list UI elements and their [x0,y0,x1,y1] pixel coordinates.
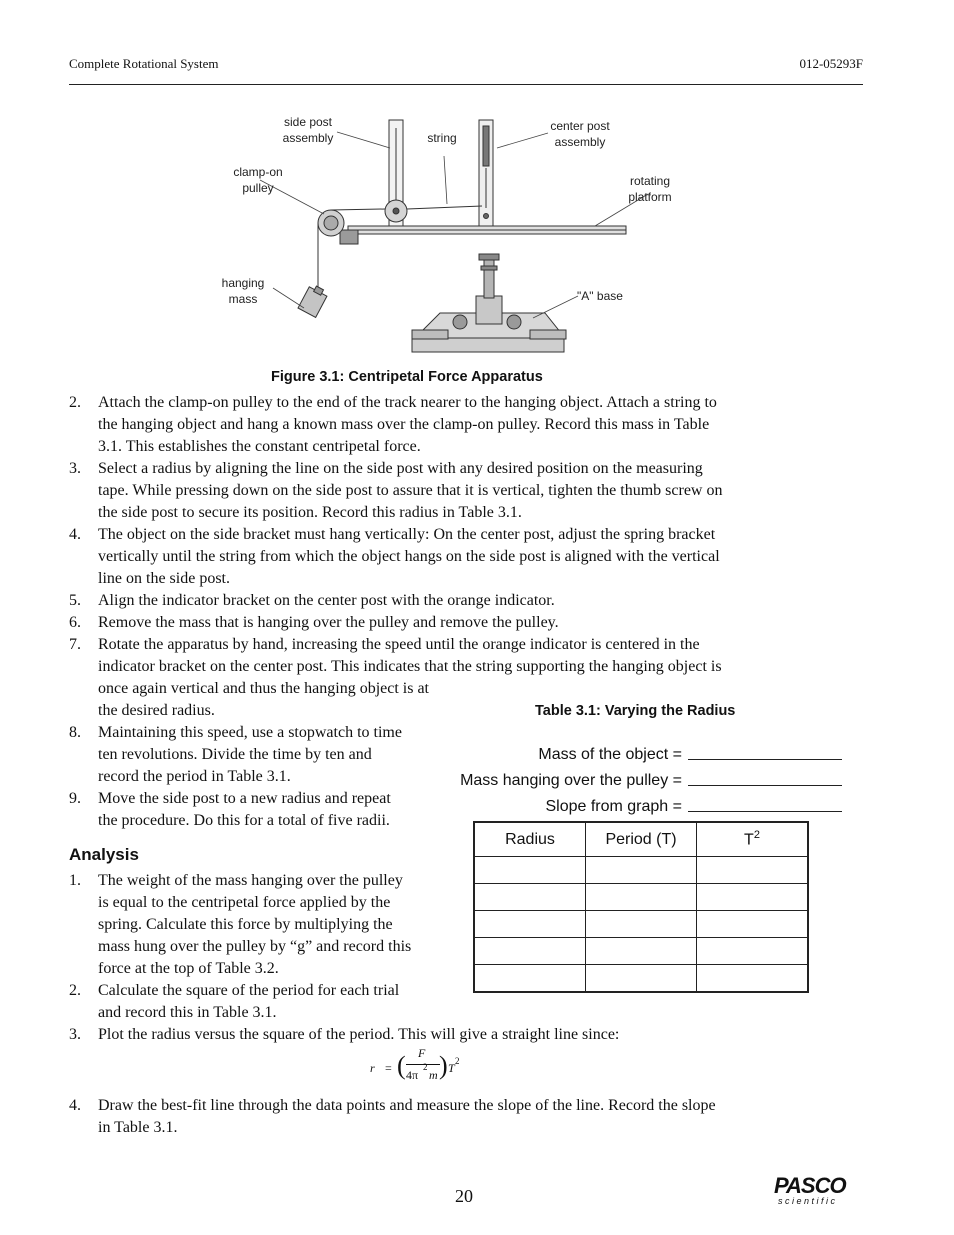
pasco-logo [774,1174,864,1210]
table-cell[interactable] [586,938,697,965]
item-number: 6. [69,614,81,631]
item-line: Maintaining this speed, use a stopwatch to time [98,724,402,741]
formula-paren-left: ( [397,1051,406,1080]
label-rotating-platform-line2: platform [628,190,672,204]
label-clamp-pulley-line2: pulley [242,181,274,195]
analysis-list-continued [69,1095,769,1139]
item-line: the procedure. Do this for a total of five radii. [98,812,390,829]
label-center-post-line1: center post [550,119,610,133]
section-heading-analysis: Analysis [69,845,139,864]
item-line: force at the top of Table 3.2. [98,960,279,977]
item-line: and record this in Table 3.1. [98,1004,277,1021]
list-item [69,392,769,458]
formula-r-equals [370,1046,470,1086]
table-row [474,911,808,938]
item-line: ten revolutions. Divide the time by ten and [98,746,372,763]
item-number: 4. [69,1097,81,1114]
table-row [474,857,808,884]
table-title: Table 3.1: Varying the Radius [535,703,736,719]
item-line: spring. Calculate this force by multiplying the [98,916,393,933]
label-side-post [268,114,348,146]
table-cell[interactable] [474,911,586,938]
item-line: record the period in Table 3.1. [98,768,291,785]
figure-caption: Figure 3.1: Centripetal Force Apparatus [271,369,543,385]
table-row [474,938,808,965]
label-side-post-line2: assembly [282,131,334,145]
formula-lhs: r [370,1061,375,1075]
label-hanging-mass [208,275,278,307]
item-line: Attach the clamp-on pulley to the end of the track nearer to the hanging object. Attach a string to [98,394,717,411]
item-line: Align the indicator bracket on the center post with the orange indicator. [98,592,555,609]
item-line: indicator bracket on the center post. This indicates that the string supporting the hanging object is [98,658,722,675]
label-side-post-line1: side post [283,115,333,129]
table-row [474,884,808,911]
field-label: Mass hanging over the pulley = [460,772,682,789]
label-hanging-mass-line2: mass [228,292,258,306]
formula-den-4pi: 4π [406,1068,419,1082]
field-slope [442,790,862,816]
figure-apparatus [200,108,700,368]
label-hanging-mass-line1: hanging [221,276,265,290]
table-cell[interactable] [697,911,809,938]
item-line: in Table 3.1. [98,1119,178,1136]
table-cell[interactable] [474,965,586,993]
label-clamp-pulley [220,164,296,196]
page-number: 20 [455,1186,473,1206]
item-line: 3.1. This establishes the constant centripetal force. [98,438,421,455]
item-line: The weight of the mass hanging over the pulley [98,872,403,889]
item-line: Rotate the apparatus by hand, increasing the speed until the orange indicator is centered in the [98,636,700,653]
header-rule [69,84,863,85]
item-line: mass hung over the pulley by “g” and record this [98,938,412,955]
fill-in-line[interactable] [688,810,842,812]
table-cell[interactable] [586,911,697,938]
item-line: Select a radius by aligning the line on the side post with any desired position on the measuring [98,460,703,477]
item-number: 3. [69,1026,81,1043]
table-header-row [474,822,808,857]
formula-equals: = [385,1061,392,1075]
list-item [69,1024,769,1046]
table-cell[interactable] [697,884,809,911]
field-mass-hanging [442,764,862,790]
list-item [69,1095,769,1139]
formula-t: T [448,1061,455,1075]
item-line: is equal to the centripetal force applied by the [98,894,391,911]
running-header-title: Complete Rotational System [69,56,219,71]
label-center-post-line2: assembly [554,135,606,149]
item-line: Plot the radius versus the square of the period. This will give a straight line since: [98,1026,620,1043]
apparatus-drawing [200,108,700,368]
list-item [69,612,769,634]
field-label: Slope from graph = [545,798,682,815]
item-line: the hanging object and hang a known mass over the clamp-on pulley. Record this mass in Table [98,416,710,433]
item-line: Calculate the square of the period for each trial [98,982,400,999]
item-number: 4. [69,526,81,543]
column-header-t-squared [697,822,809,857]
running-header-docnum: 012-05293F [799,56,863,71]
table-cell[interactable] [697,965,809,993]
item-number: 2. [69,982,81,999]
label-clamp-pulley-line1: clamp-on [233,165,283,179]
label-rotating-platform-line1: rotating [629,174,671,188]
item-line: Move the side post to a new radius and repeat [98,790,391,807]
list-item [69,458,769,524]
formula-den-exp: 2 [423,1062,428,1072]
table-row [474,965,808,993]
table-cell[interactable] [474,857,586,884]
table-cell[interactable] [586,965,697,993]
list-item [69,524,769,590]
column-header-period: Period (T) [586,822,697,857]
field-label: Mass of the object = [538,746,682,763]
label-center-post [538,118,622,150]
item-line: the side post to secure its position. Record this radius in Table 3.1. [98,504,522,521]
table-cell[interactable] [697,857,809,884]
data-table [473,821,809,993]
t-symbol: T [744,831,754,849]
item-number: 2. [69,394,81,411]
item-line: Draw the best-fit line through the data points and measure the slope of the line. Record the slope [98,1097,716,1114]
formula-den-m: m [429,1068,438,1082]
item-number: 7. [69,636,81,653]
logo-subtitle: scientific [778,1196,838,1206]
table-fields [442,738,862,816]
t-exponent: 2 [753,829,760,842]
item-line: line on the side post. [98,570,230,587]
table-cell[interactable] [586,884,697,911]
item-number: 1. [69,872,81,889]
list-item [69,590,769,612]
item-line: Remove the mass that is hanging over the pulley and remove the pulley. [98,614,559,631]
table-cell[interactable] [474,938,586,965]
table-cell[interactable] [586,857,697,884]
item-line: The object on the side bracket must hang vertically: On the center post, adjust the spring bracket [98,526,716,543]
item-line: the desired radius. [98,702,215,719]
formula-numerator: F [418,1046,426,1060]
label-a-base: "A" base [577,289,623,303]
field-mass-object [442,738,862,764]
table-cell[interactable] [474,884,586,911]
label-rotating-platform [614,173,686,205]
formula-t-exp: 2 [455,1056,460,1066]
column-header-radius: Radius [474,822,586,857]
logo-wordmark: PASCO [774,1173,846,1198]
item-line: vertically until the string from which the object hangs on the side post is aligned with the vertical [98,548,720,565]
fill-in-line[interactable] [688,784,842,786]
formula-paren-right: ) [439,1051,448,1080]
item-line: tape. While pressing down on the side post to assure that it is vertical, tighten the thumb screw on [98,482,723,499]
label-string: string [427,131,457,145]
item-line: once again vertical and thus the hanging object is at [98,680,429,697]
item-number: 3. [69,460,81,477]
item-number: 9. [69,790,81,807]
fill-in-line[interactable] [688,758,842,760]
item-number: 5. [69,592,81,609]
item-number: 8. [69,724,81,741]
table-cell[interactable] [697,938,809,965]
